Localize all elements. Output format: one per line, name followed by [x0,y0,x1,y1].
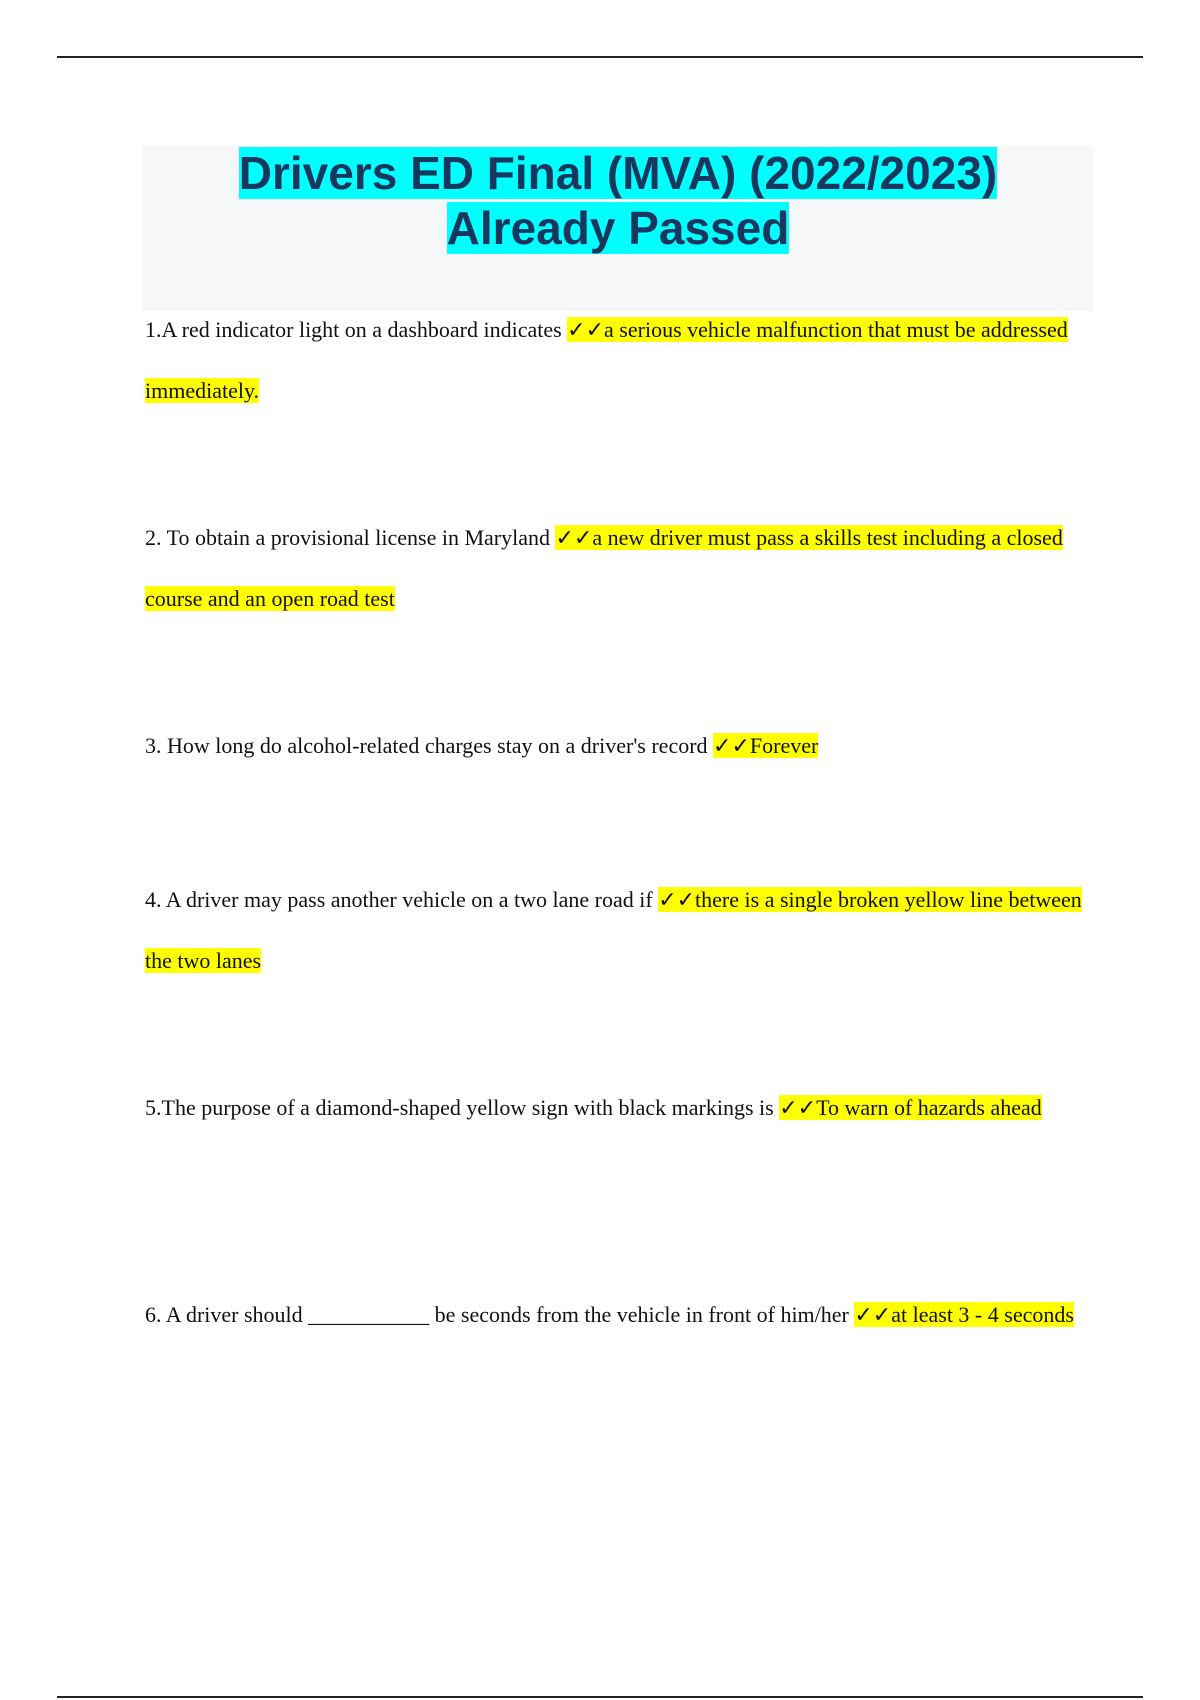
title-line-1: Drivers ED Final (MVA) (2022/2023) [238,147,998,199]
answer-text: ✓✓To warn of hazards ahead [779,1095,1042,1120]
qa-item-6 [145,1284,1095,1345]
answer-text: ✓✓a new driver must pass a skills test including a closed course and an open road test [145,525,1063,611]
question-text: 1.A red indicator light on a dashboard indicates [145,317,568,342]
title-block [143,146,1093,311]
title-line-2: Already Passed [446,202,790,254]
answer-text: ✓✓a serious vehicle malfunction that must be addressed immediately. [145,317,1068,403]
qa-item-2 [145,507,1095,629]
answer-text: ✓✓at least 3 - 4 seconds [854,1302,1074,1327]
answer-text: ✓✓Forever [713,733,819,758]
qa-item-3 [145,715,1095,776]
question-text: 2. To obtain a provisional license in Maryland [145,525,556,550]
question-text: 4. A driver may pass another vehicle on a two lane road if [145,887,659,912]
question-text: 5.The purpose of a diamond-shaped yellow sign with black markings is [145,1095,780,1120]
question-text: 6. A driver should ___________ be seconds from the vehicle in front of him/her [145,1302,855,1327]
bottom-divider [57,1696,1143,1698]
document-title [143,146,1093,256]
qa-item-1 [145,299,1095,421]
qa-item-5 [145,1077,1095,1138]
answer-text: ✓✓there is a single broken yellow line between the two lanes [145,887,1082,973]
top-divider [57,56,1143,58]
qa-item-4 [145,869,1095,991]
question-text: 3. How long do alcohol-related charges stay on a driver's record [145,733,714,758]
